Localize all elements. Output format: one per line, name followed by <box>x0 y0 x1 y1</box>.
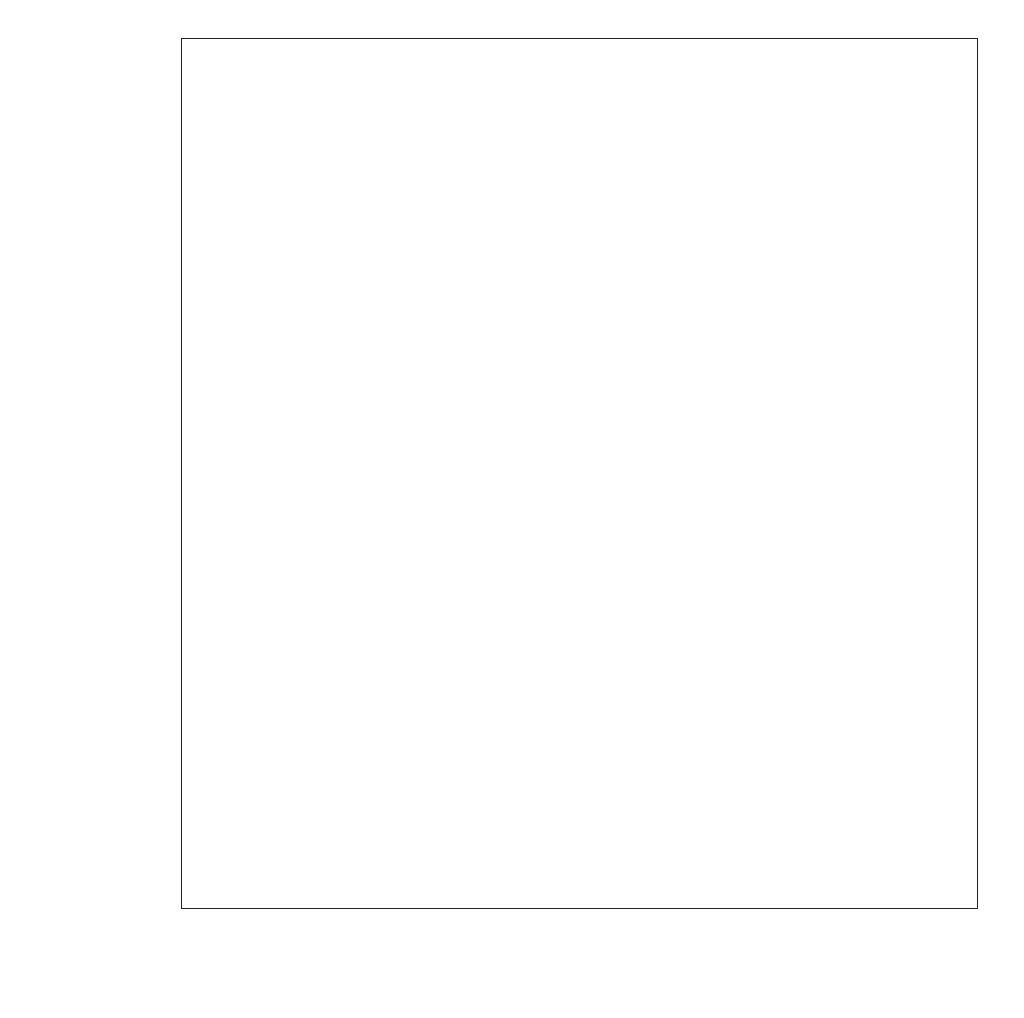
timetable-grid <box>0 0 1024 1018</box>
